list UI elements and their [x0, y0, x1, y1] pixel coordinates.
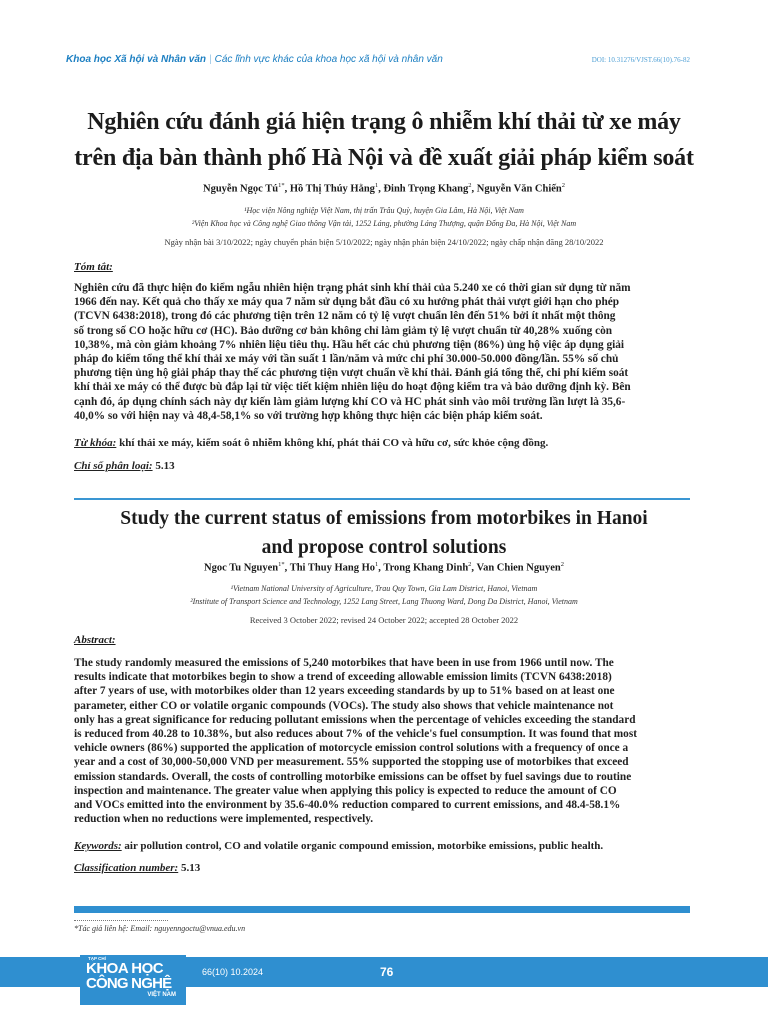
english-affiliation-1: ¹Vietnam National University of Agriculture, Trau Quy Town, Gia Lam District, Hanoi, Vietnam: [230, 584, 538, 593]
journal-subsection: Các lĩnh vực khác của khoa học xã hội và nhân văn: [214, 54, 443, 65]
abstract-line: 10,38%, mà còn giảm khoảng 7% nhiên liệu tiêu thụ. Hầu hết các chủ phương tiện (86%) ủng hộ việc áp dụng giải: [74, 338, 625, 351]
vietnamese-dates: Ngày nhận bài 3/10/2022; ngày chuyển phản biện 5/10/2022; ngày nhận phản biện 24/10/2022; ngày chấp nhận đăng 28/10/2022: [164, 237, 604, 247]
classification-vi: [74, 460, 690, 472]
author-name: Trong Khang Dinh: [383, 562, 469, 574]
abstract-en: [74, 656, 690, 826]
classification-label-en: Classification number:: [74, 862, 179, 874]
classification-en: [74, 862, 690, 874]
author-sup: 2: [468, 182, 472, 189]
abstract-label-en: Abstract:: [74, 634, 116, 646]
corresponding-author-footnote: *Tác giả liên hệ: Email: nguyenngoctu@vnua.edu.vn: [74, 924, 246, 933]
abstract-line: The study randomly measured the emissions of 5,240 motorbikes that have been in use from 1966 until now. The: [74, 657, 614, 669]
author-name: Hồ Thị Thúy Hằng: [289, 183, 375, 195]
header-separator: |: [209, 54, 212, 65]
abstract-line: only has a great significance for reducing pollutant emissions when the percentage of vehicles exceeding the standard: [74, 713, 636, 726]
abstract-line: pháp đo kiểm tổng thể khí thải xe máy với tần suất 1 lần/năm và mức chi phí 30.000-50.000 đồng/lần. 55% số chủ: [74, 353, 619, 366]
author-sup: 2: [560, 561, 564, 568]
classification-label-vi: Chỉ số phân loại:: [74, 460, 153, 472]
abstract-line: year and a cost of 30,000-50,000 VND per measurement. 55% supported the stopping use of motorbikes that exceed: [74, 756, 629, 769]
abstract-line: (TCVN 6438:2018), trong đó các phương tiện trên 12 năm có tỷ lệ vượt chuẩn lên đến 51% bởi ít nhất một thông: [74, 310, 616, 323]
section-divider: [74, 498, 690, 500]
vietnamese-title: [60, 104, 708, 176]
abstract-line: khí thải xe máy có thể được bù đắp lại từ việc tiết kiệm nhiên liệu do hoạt động kiểm tra và bảo dưỡng định kỳ. Bên: [74, 381, 631, 394]
author-name: Van Chien Nguyen: [476, 562, 561, 574]
abstract-label-vi: Tóm tắt:: [74, 261, 113, 273]
author-sup: 2: [561, 182, 565, 189]
author-sup: 1*: [278, 182, 285, 189]
vietnamese-authors: Nguyễn Ngọc $Tú^{1*}$, Hồ Thị Thúy Hằng$^1$, Đinh Trọng Khang$^2$, Nguyễn Văn Chiến$^2$: [202, 182, 565, 195]
abstract-line: 1966 đến nay. Kết quả cho thấy xe máy qua 7 năm sử dụng bắt đầu có xu hướng phát thải vượt giới hạn cho phép: [74, 296, 620, 309]
abstract-vi: [74, 281, 690, 423]
author-sup: 2: [468, 561, 472, 568]
journal-logo: [80, 955, 186, 1005]
abstract-line: phương tiện ủng hộ giải pháp thay thế các phương tiện vượt chuẩn về khí thải. Đánh giá tổng thể, chi phí kiểm soát: [74, 367, 629, 380]
author-name: Nguyễn Ngọc Tú: [202, 183, 279, 195]
abstract-line: inspection and maintenance. The greater value when applying this policy is expected to reduce the amount of CO: [74, 784, 617, 797]
logo-caption: TẠP CHÍ: [88, 956, 106, 961]
abstract-line: vehicle owners (86%) supported the application of motorcycle emission control solutions with a frequency of once a: [74, 742, 629, 755]
author-sup: 1*: [278, 561, 285, 568]
logo-line-2: CÔNG NGHỆ: [86, 975, 172, 992]
journal-section: Khoa học Xã hội và Nhân văn: [66, 54, 207, 65]
footnote-rule: [74, 920, 168, 921]
abstract-line: cạnh đó, áp dụng chính sách này dự kiến làm giảm lượng khí CO và HC phát sinh vào môi trường lần lượt là 35,6-: [74, 395, 626, 408]
author-sup: 1: [375, 561, 379, 568]
author-sup: 1: [374, 182, 379, 189]
logo-line-3: VIỆT NAM: [147, 992, 176, 998]
keywords-label-en: Keywords:: [74, 840, 122, 852]
vietnamese-affiliation-2: ²Viện Khoa học và Công nghệ Giao thông Vận tải, 1252 Láng, phường Láng Thượng, quận Đống Đa, Hà Nội, Việt Nam: [191, 219, 577, 228]
author-name: Nguyễn Văn Chiến: [476, 183, 562, 195]
author-name: Ngoc Tu Nguyen: [204, 562, 279, 574]
doi-link[interactable]: DOI: 10.31276/VJST.66(10).76-82: [591, 56, 690, 64]
keywords-label-vi: Từ khóa:: [74, 437, 117, 449]
vietnamese-affiliation-1: ¹Học viện Nông nghiệp Việt Nam, thị trấn Trâu Quỳ, huyện Gia Lâm, Hà Nội, Việt Nam: [244, 206, 524, 215]
english-dates: Received 3 October 2022; revised 24 October 2022; accepted 28 October 2022: [249, 615, 519, 625]
running-header: [0, 44, 768, 82]
abstract-line: is reduced from 40.28 to 10.38%, but also reduces about 7% of the vehicle's fuel consumption. It was found that most: [74, 728, 637, 741]
keywords-text-en: air pollution control, CO and volatile organic compound emission, motorbike emissions, public health.: [124, 840, 604, 852]
journal-section-header: [66, 54, 443, 65]
abstract-line: reduction when no reductions were implemented, respectively.: [74, 813, 374, 826]
logo-line-1: KHOA HỌC: [86, 960, 164, 977]
author-name: Thi Thuy Hang Ho: [289, 562, 376, 574]
bottom-stripe: [74, 906, 690, 913]
classification-number-en: 5.13: [180, 862, 201, 874]
abstract-line: parameter, either CO or volatile organic compounds (VOCs). The study also shows that vehicle maintenance not: [74, 699, 614, 712]
abstract-line: results indicate that motorbikes begin to show a trend of exceeding allowable emission limits (TCVN 6438:2018): [74, 671, 612, 684]
abstract-line: 40,0% so với hiện nay và 48,4-58,1% so với trường hợp không thực hiện các biện pháp kiểm soát.: [74, 409, 543, 422]
abstract-line: Nghiên cứu đã thực hiện đo kiểm ngẫu nhiên hiện trạng phát sinh khí thải của 5.240 xe có thời gian sử dụng từ năm: [74, 282, 631, 294]
english-title: [60, 504, 708, 562]
vietnamese-title-line-2: trên địa bàn thành phố Hà Nội và đề xuất giải pháp kiểm soát: [74, 145, 694, 171]
issue-number: 66(10) 10.2024: [202, 967, 264, 977]
abstract-line: số trong số CO hoặc hữu cơ (HC). Bảo dưỡng cơ bản không chỉ làm giảm tỷ lệ vượt chuẩn từ 40,28% xuống còn: [74, 324, 613, 337]
english-title-line-2: and propose control solutions: [261, 537, 507, 558]
classification-number-vi: 5.13: [155, 460, 175, 472]
keywords-vi: [74, 437, 690, 449]
page-number: 76: [380, 965, 394, 979]
abstract-line: and VOCs emitted into the environment by 35.6-40.0% reduction compared to current emissions, and 48.4-58.1%: [74, 799, 621, 812]
keywords-en: [74, 840, 690, 852]
english-title-line-1: Study the current status of emissions from motorbikes in Hanoi: [120, 508, 648, 529]
english-authors: Ngoc Tu Nguyen$^{1*}$, Thi Thuy Hang Ho$^1$, Trong Khang Dinh$^2$, Van Chien Nguyen$^2$: [204, 561, 564, 574]
vietnamese-title-line-1: Nghiên cứu đánh giá hiện trạng ô nhiễm khí thải từ xe máy: [87, 109, 681, 135]
abstract-line: after 7 years of use, with motorbikes older than 12 years exceeding standards by up to 51% based on at least one: [74, 685, 615, 698]
english-affiliation-2: ²Institute of Transport Science and Technology, 1252 Lang Street, Lang Thuong Ward, Dong Da District, Hanoi, Vietnam: [190, 597, 578, 606]
keywords-text-vi: khí thải xe máy, kiểm soát ô nhiễm không khí, phát thải CO và hữu cơ, sức khỏe cộng đồng.: [119, 437, 549, 449]
author-name: Đinh Trọng Khang: [383, 183, 469, 195]
abstract-line: emission standards. Overall, the costs of controlling motorbike emissions can be offset by fuel savings due to routine: [74, 770, 632, 783]
